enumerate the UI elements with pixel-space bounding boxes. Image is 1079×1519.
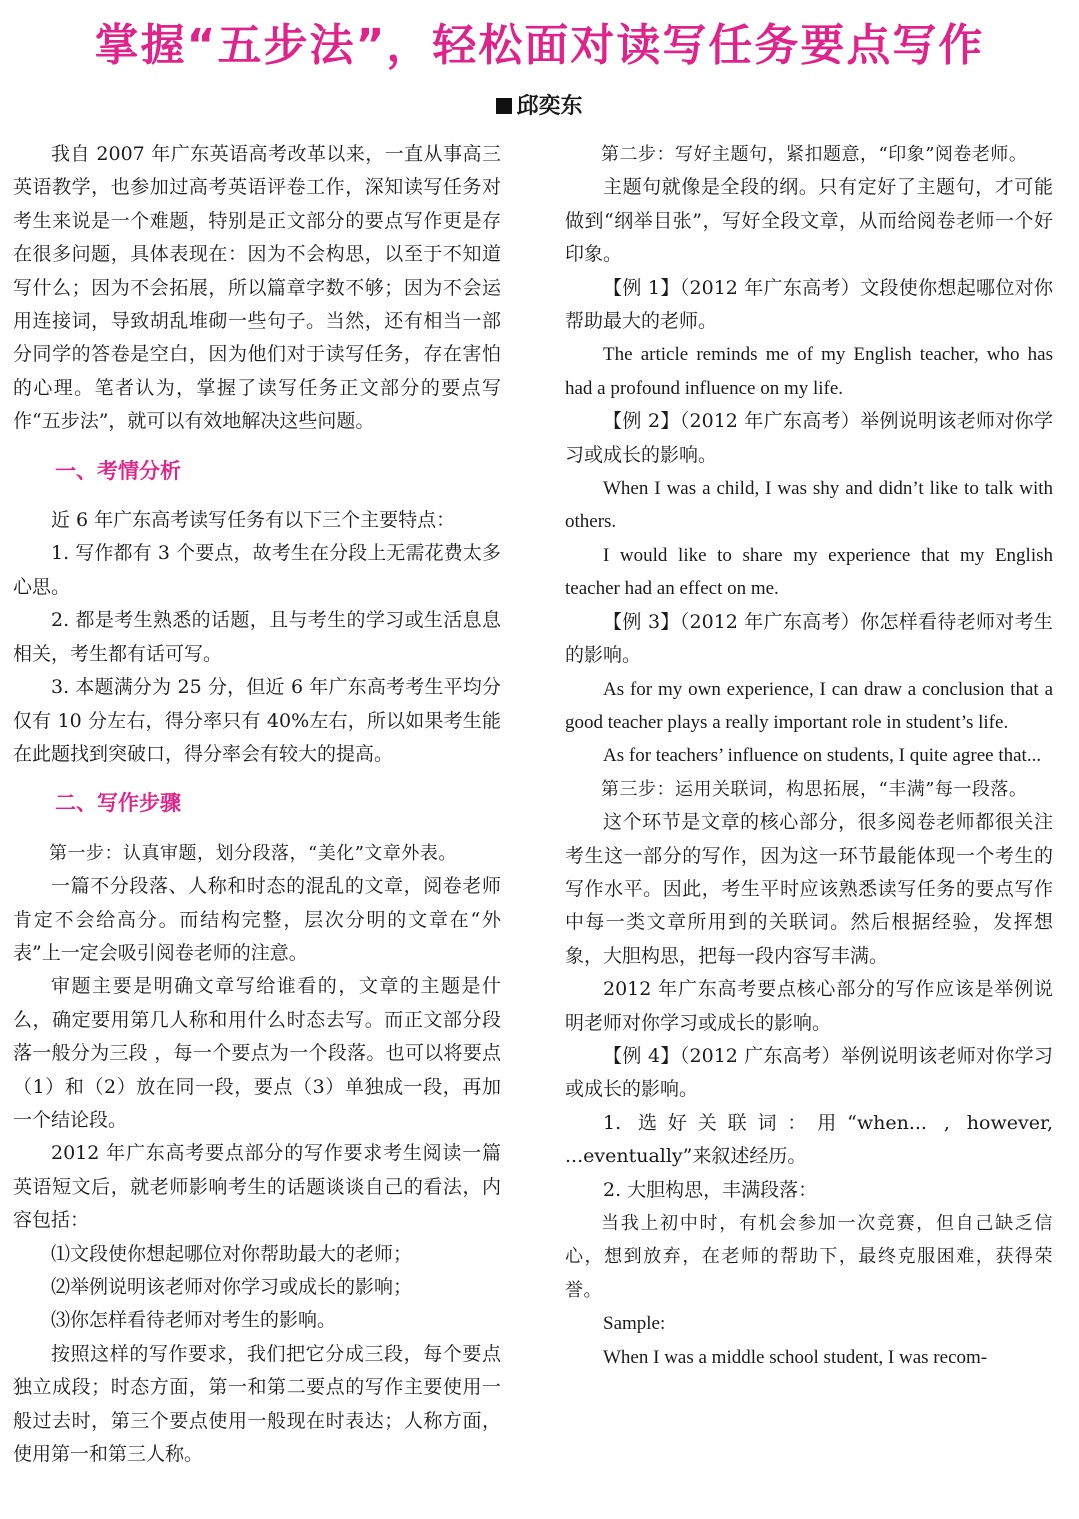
step-1-paragraph-3: 2012 年广东高考要点部分的写作要求考生阅读一篇英语短文后，就老师影响考生的话题谈谈自己的看法，内容包括：	[13, 1142, 501, 1232]
analysis-point-3: 3. 本题满分为 25 分，但近 6 年广东高考考生平均分仅有 10 分左右，得分率只有 40%左右，所以如果考生能在此题找到突破口，得分率会有较大的提高。	[13, 676, 501, 765]
step-2-heading: 第二步：写好主题句，紧扣题意，“印象”阅卷老师。	[601, 144, 1028, 165]
example-3-english-1: As for my own experience, I can draw a conclusion that a good teacher plays a really important role in student’s life.	[565, 678, 1053, 733]
author-line	[0, 90, 1079, 124]
requirement-3: ⑶你怎样看待老师对考生的影响。	[51, 1309, 337, 1332]
example-4-point-2: 2. 大胆构思，丰满段落：	[603, 1178, 818, 1201]
step-1-paragraph-1: 一篇不分段落、人称和时态的混乱的文章，阅卷老师肯定不会给高分。而结构完整，层次分明的文章在“外表”上一定会吸引阅卷老师的注意。	[13, 875, 501, 964]
step-3-paragraph-1: 这个环节是文章的核心部分，很多阅卷老师都很关注考生这一部分的写作，因为这一环节最能体现一个考生的写作水平。因此，考生平时应该熟悉读写任务的要点写作中每一类文章所用到的关联词。然后根据经验，发挥想象，大胆构思，把每一段内容写丰满。	[565, 811, 1053, 967]
requirement-1: ⑴文段使你想起哪位对你帮助最大的老师；	[51, 1242, 413, 1265]
step-1-paragraph-4: 按照这样的写作要求，我们把它分成三段，每个要点独立成段；时态方面，第一和第二要点的写作主要使用一般过去时，第三个要点使用一般现在时表达；人称方面，使用第一和第三人称。	[13, 1342, 501, 1466]
analysis-intro: 近 6 年广东高考读写任务有以下三个主要特点：	[51, 509, 456, 532]
step-3-paragraph-2: 2012 年广东高考要点核心部分的写作应该是举例说明老师对你学习或成长的影响。	[565, 978, 1053, 1034]
step-2-paragraph: 主题句就像是全段的纲。只有定好了主题句，才可能做到“纲举目张”，写好全段文章，从而给阅卷老师一个好印象。	[565, 176, 1053, 266]
section-heading-steps: 二、写作步骤	[55, 791, 181, 816]
example-4-story: 当我上初中时，有机会参加一次竞赛，但自己缺乏信心，想到放弃，在老师的帮助下，最终克服困难，获得荣誉。	[565, 1213, 1053, 1301]
article-title: 掌握“五步法”，轻松面对读写任务要点写作	[94, 20, 985, 71]
step-3-heading: 第三步：运用关联词，构思拓展，“丰满”每一段落。	[601, 778, 1028, 800]
example-2-english-2: I would like to share my experience that my English teacher had an effect on me.	[565, 544, 1053, 600]
requirement-2: ⑵举例说明该老师对你学习或成长的影响；	[51, 1276, 413, 1298]
example-2-label: 【例 2】（2012 年广东高考）举例说明该老师对你学习或成长的影响。	[565, 410, 1053, 466]
sample-text: When I was a middle school student, I was recom-	[603, 1346, 988, 1368]
example-1-label: 【例 1】（2012 年广东高考）文段使你想起哪位对你帮助最大的老师。	[565, 276, 1053, 333]
section-heading-analysis: 一、考情分析	[55, 458, 181, 483]
example-3-english-2: As for teachers’ influence on students, I quite agree that...	[603, 745, 1042, 767]
left-column	[13, 138, 501, 1471]
example-4-label: 【例 4】（2012 广东高考）举例说明该老师对你学习或成长的影响。	[565, 1044, 1053, 1101]
sample-label: Sample:	[603, 1313, 666, 1335]
analysis-point-2: 2. 都是考生熟悉的话题，且与考生的学习或生活息息相关，考生都有话可写。	[13, 609, 501, 665]
square-bullet-icon	[496, 98, 512, 114]
example-1-english: The article reminds me of my English teacher, who has had a profound influence on my life.	[565, 344, 1053, 399]
step-1-heading: 第一步：认真审题，划分段落，“美化”文章外表。	[49, 842, 457, 864]
example-4-point-1: 1. 选好关联词：用“when... , however, ...eventually”来叙述经历。	[565, 1111, 1053, 1168]
right-column	[565, 138, 1053, 1374]
intro-paragraph: 我自 2007 年广东英语高考改革以来，一直从事高三英语教学，也参加过高考英语评卷工作，深知读写任务对考生来说是一个难题，特别是正文部分的要点写作更是存在很多问题，具体表现在：因为不会构思，以至于不知道写什么；因为不会拓展，所以篇章字数不够；因为不会运用连接词，导致胡乱堆砌一些句子。当然，还有相当一部分同学的答卷是空白，因为他们对于读写任务，存在害怕的心理。笔者认为，掌握了读写任务正文部分的要点写作“五步法”，就可以有效地解决这些问题。	[13, 143, 501, 433]
analysis-point-1: 1. 写作都有 3 个要点，故考生在分段上无需花费太多心思。	[13, 542, 501, 598]
author-name: 邱奕东	[516, 94, 583, 119]
example-2-english-1: When I was a child, I was shy and didn’t like to talk with others.	[565, 478, 1053, 533]
example-3-label: 【例 3】（2012 年广东高考）你怎样看待老师对考生的影响。	[565, 610, 1053, 667]
step-1-paragraph-2: 审题主要是明确文章写给谁看的，文章的主题是什么，确定要用第几人称和用什么时态去写。而正文部分段落一般分为三段 ，每一个要点为一个段落。也可以将要点（1）和（2）放在同一段，要点（3）单独成一段，再加一个结论段。	[13, 975, 501, 1131]
